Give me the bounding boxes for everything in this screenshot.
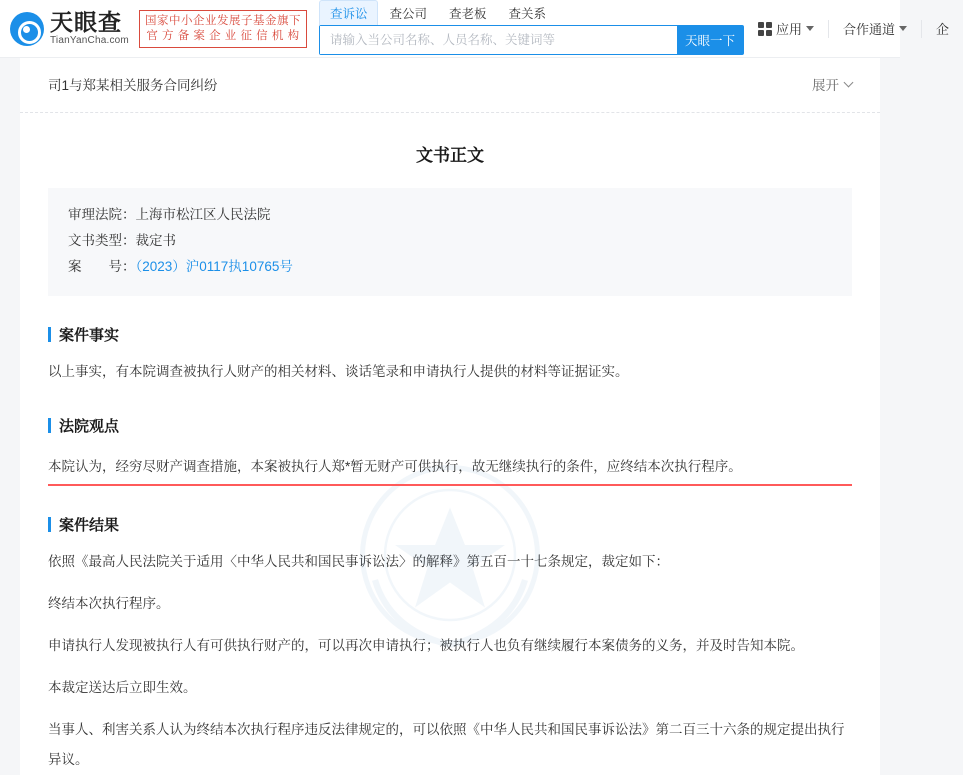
section-heading-facts-label: 案件事实 [59, 327, 120, 344]
paragraph-result-1: 依照《最高人民法院关于适用〈中华人民共和国民事诉讼法〉的解释》第五百一十七条规定，裁定如下： [48, 554, 669, 569]
case-title-link[interactable]: 司1与郑某相关服务合同纠纷 [48, 78, 218, 93]
site-header [0, 0, 949, 58]
page-body [0, 58, 900, 770]
official-badge [139, 10, 307, 48]
apps-menu[interactable] [758, 19, 814, 38]
section-opinion [48, 415, 852, 486]
search-tabs [319, 3, 744, 25]
meta-label-court: 审理法院： [68, 207, 136, 222]
logo-title: 天眼查 [50, 9, 122, 35]
tab-lawsuit[interactable]: 查诉讼 [319, 0, 379, 25]
logo-icon [10, 12, 44, 46]
search-button[interactable]: 天眼一下 [677, 26, 743, 54]
section-accent-bar [48, 327, 51, 342]
apps-label: 应用 [775, 22, 802, 37]
chevron-down-icon-2 [899, 26, 907, 31]
paragraph-result-5: 当事人、利害关系人认为终结本次执行程序违反法律规定的，可以依照《中华人民共和国民事诉讼法》第二百三十六条的规定提出执行异议。 [48, 722, 845, 767]
paragraph-result-4: 本裁定送达后立即生效。 [48, 680, 197, 695]
section-accent-bar-2 [48, 418, 51, 433]
grid-icon [758, 22, 772, 36]
section-accent-bar-3 [48, 517, 51, 532]
paragraph-opinion-1: 本院认为，经穷尽财产调查措施，本案被执行人郑*暂无财产可供执行，故无继续执行的条件，应终结本次执行程序。 [48, 452, 852, 486]
logo[interactable] [10, 11, 129, 46]
chevron-down-icon [806, 26, 814, 31]
tab-relation[interactable]: 查关系 [508, 6, 547, 21]
search-area [319, 3, 744, 55]
tab-boss[interactable]: 查老板 [448, 6, 487, 21]
meta-row-court [68, 202, 832, 228]
partner-menu[interactable] [843, 19, 907, 38]
logo-text [50, 11, 129, 46]
section-facts [48, 324, 852, 387]
enterprise-menu[interactable] [936, 19, 949, 38]
page-title: 文书正文 [416, 146, 484, 165]
paragraph-facts-1: 以上事实，有本院调查被执行人财产的相关材料、谈话笔录和申请执行人提供的材料等证据证实。 [48, 364, 629, 379]
expand-toggle[interactable] [812, 74, 852, 94]
case-summary-row [20, 58, 880, 113]
section-heading-opinion-label: 法院观点 [59, 418, 120, 435]
meta-row-type [68, 228, 832, 254]
header-divider [828, 20, 829, 38]
paragraph-result-2: 终结本次执行程序。 [48, 596, 170, 611]
partner-label: 合作通道 [842, 22, 895, 37]
meta-value-court: 上海市松江区人民法院 [135, 207, 271, 222]
meta-value-type: 裁定书 [135, 233, 176, 248]
meta-label-type: 文书类型： [68, 233, 136, 248]
section-result [48, 514, 852, 775]
tab-company[interactable]: 查公司 [389, 6, 427, 21]
expand-label: 展开 [812, 78, 839, 93]
search-bar [319, 25, 744, 55]
document-card [20, 58, 880, 775]
badge-line-1: 国家中小企业发展子基金旗下 [144, 14, 301, 27]
meta-label-number: 案 号： [68, 259, 136, 274]
header-actions [758, 19, 963, 38]
section-heading-opinion [48, 415, 852, 436]
header-divider-2 [921, 20, 922, 38]
meta-value-number[interactable]: （2023）沪0117执10765号 [135, 259, 293, 274]
enterprise-label: 企 [935, 22, 949, 37]
section-heading-result [48, 514, 852, 535]
meta-row-number [68, 254, 832, 280]
paragraph-result-3: 申请执行人发现被执行人有可供执行财产的，可以再次申请执行；被执行人也负有继续履行本案债务的义务，并及时告知本院。 [48, 638, 804, 653]
section-heading-result-label: 案件结果 [59, 517, 120, 534]
chevron-down-icon-3 [844, 78, 854, 88]
logo-subtitle: TianYanCha.com [50, 35, 129, 46]
badge-line-2: 官 方 备 案 企 业 征 信 机 构 [146, 29, 300, 42]
section-heading-facts [48, 324, 852, 345]
document-meta [48, 188, 852, 296]
search-input[interactable] [320, 26, 677, 54]
